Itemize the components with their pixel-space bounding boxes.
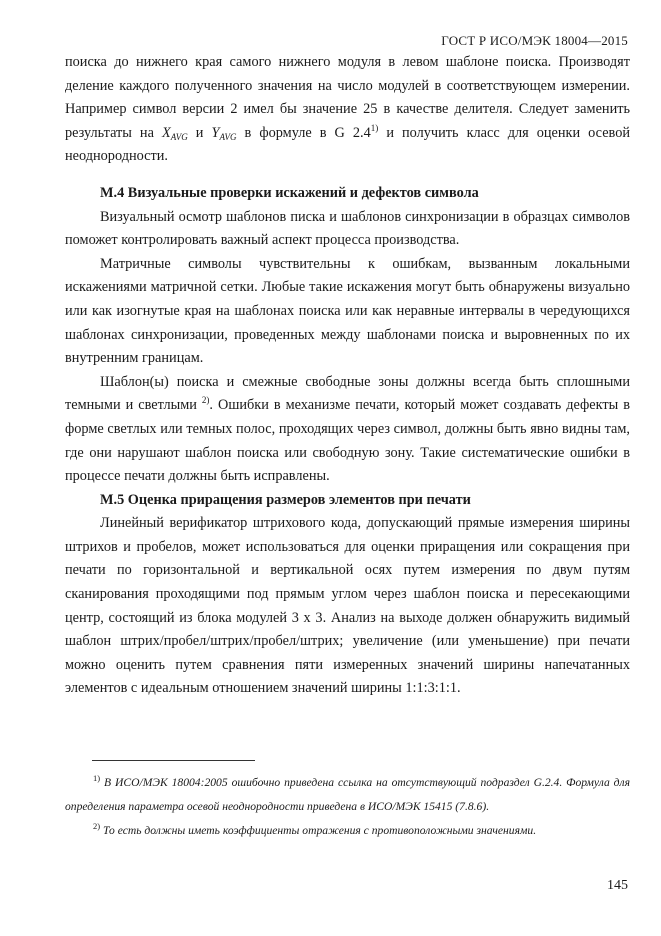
section-heading-m4: М.4 Визуальные проверки искажений и дефектов символа — [100, 184, 479, 201]
page-number: 145 — [607, 878, 628, 893]
section-heading-m5: М.5 Оценка приращения размеров элементов при печати — [100, 491, 471, 508]
footnote-text: То есть должны иметь коэффициенты отражения с противоположными значениями. — [100, 824, 537, 837]
paragraph: Линейный верификатор штрихового кода, допускающий прямые измерения ширины штрихов и пробелов, может использоваться для оценки приращения или сокращения при печати по горизонтальной и вертикальной осях путем измерения по двум путям сканирования проходящими под прямым углом через шаблон поиска и пересекающими центр, состоящий из блока модулей 3 х 3. Анализ на выходе должен обнаружить видимый шаблон штрих/пробел/штрих/пробел/штрих; увеличение (или уменьшение) при печати можно оценить путем сравнения пяти измеренных значений ширины напечатанных элементов с идеальным отношением значений ширины 1:1:3:1:1. — [65, 515, 630, 697]
footnote-2 — [65, 819, 630, 843]
footnote-text: В ИСО/МЭК 18004:2005 ошибочно приведена ссылка на отсутствующий подраздел G.2.4. Формула для определения параметра осевой неоднородности приведена в ИСО/МЭК 15415 (7.8.6). — [65, 776, 630, 813]
paragraph-text: и получить класс для оценки осевой неоднородности. — [65, 124, 631, 165]
footnote-mark: 1) — [93, 773, 101, 783]
paragraph: Матричные символы чувствительны к ошибкам, вызванным локальными искажениями матричной сетки. Любые такие искажения могут быть обнаружены визуально или как изогнутые края на шаблонах поиска или как неравные интервалы в чередующихся шаблонах синхронизации, проведенных между шаблонами поиска и выровненных по их внутренним границам. — [65, 255, 630, 367]
main-text — [65, 51, 630, 701]
footnote-ref-1[interactable]: 1) — [370, 122, 379, 133]
y-avg-variable: $Y_{AVG}$ — [211, 124, 237, 142]
footnote-ref-2[interactable]: 2) — [201, 395, 210, 406]
footnote-1 — [65, 771, 630, 819]
paragraph-text: Шаблон(ы) поиска и смежные свободные зоны должны всегда быть сплошными темными и светлыми — [65, 373, 630, 414]
paragraph-continuation — [65, 51, 630, 169]
footnote-mark: 2) — [93, 821, 101, 831]
x-avg-variable: $X_{AVG}$ — [161, 124, 188, 142]
paragraph-text: в формуле в G 2.4 — [236, 124, 371, 141]
conjunction-text: и — [187, 124, 212, 141]
paragraph-text: поиска до нижнего края самого нижнего модуля в левом шаблоне поиска. Производят деление каждого полученного значения на число модулей в соответствующем измерении. Например символ версии 2 имел бы значение 25 в качестве делителя. Следует заменить результаты на — [65, 54, 630, 141]
footnote-divider — [92, 760, 255, 761]
paragraph-text: . Ошибки в механизме печати, который может создавать дефекты в форме светлых или темных полос, проходящих через символ, должны быть явно видны там, где они нарушают шаблон поиска или свободную зону. Такие систематические ошибки в процессе печати должны быть исправлены. — [65, 397, 630, 485]
paragraph: Визуальный осмотр шаблонов писка и шаблонов синхронизации в образцах символов поможет контролировать важный аспект процесса производства. — [65, 208, 630, 249]
footnotes — [65, 771, 630, 843]
document-header: ГОСТ Р ИСО/МЭК 18004—2015 — [441, 33, 628, 48]
paragraph — [65, 371, 630, 489]
